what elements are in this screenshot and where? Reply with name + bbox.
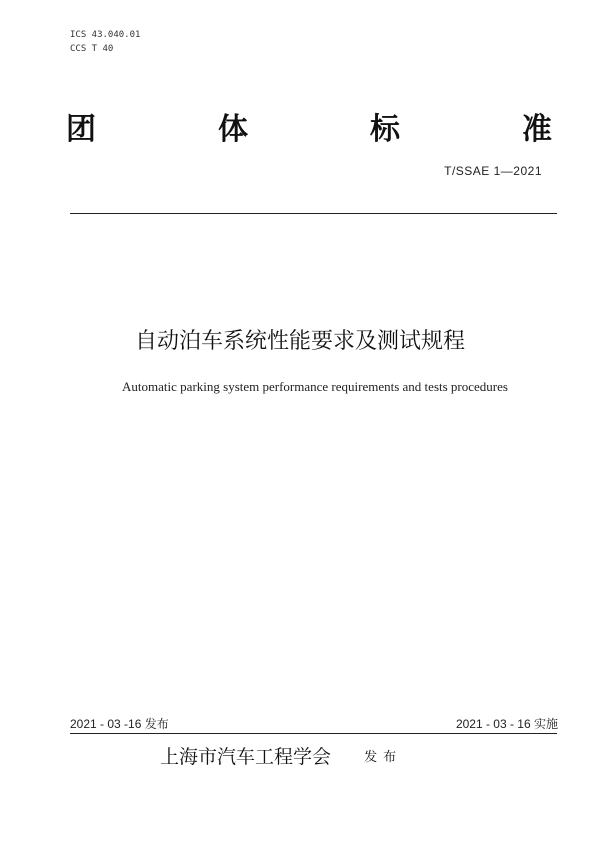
- bottom-divider: [70, 733, 557, 734]
- top-divider: [70, 213, 557, 214]
- ics-code: ICS 43.040.01: [70, 30, 141, 40]
- issuer-line: [160, 744, 402, 770]
- title-english: Automatic parking system performance requirements and tests procedures: [122, 379, 508, 394]
- issue-action: 发布: [364, 750, 403, 765]
- document-type-char: 体: [218, 112, 248, 147]
- document-type-char: 标: [370, 112, 400, 147]
- title-chinese: 自动泊车系统性能要求及测试规程: [134, 329, 465, 354]
- document-type-char: 团: [66, 112, 96, 147]
- issuer-name: 上海市汽车工程学会: [160, 746, 332, 768]
- document-type-heading: [66, 112, 552, 148]
- classification-codes: [70, 28, 140, 56]
- release-date: 2021 - 03 -16 发布: [70, 717, 169, 731]
- implementation-date: 2021 - 03 - 16 实施: [455, 717, 558, 731]
- ccs-code: CCS T 40: [70, 44, 114, 54]
- standard-number: T/SSAE 1—2021: [444, 164, 542, 178]
- document-type-char: 准: [522, 112, 552, 147]
